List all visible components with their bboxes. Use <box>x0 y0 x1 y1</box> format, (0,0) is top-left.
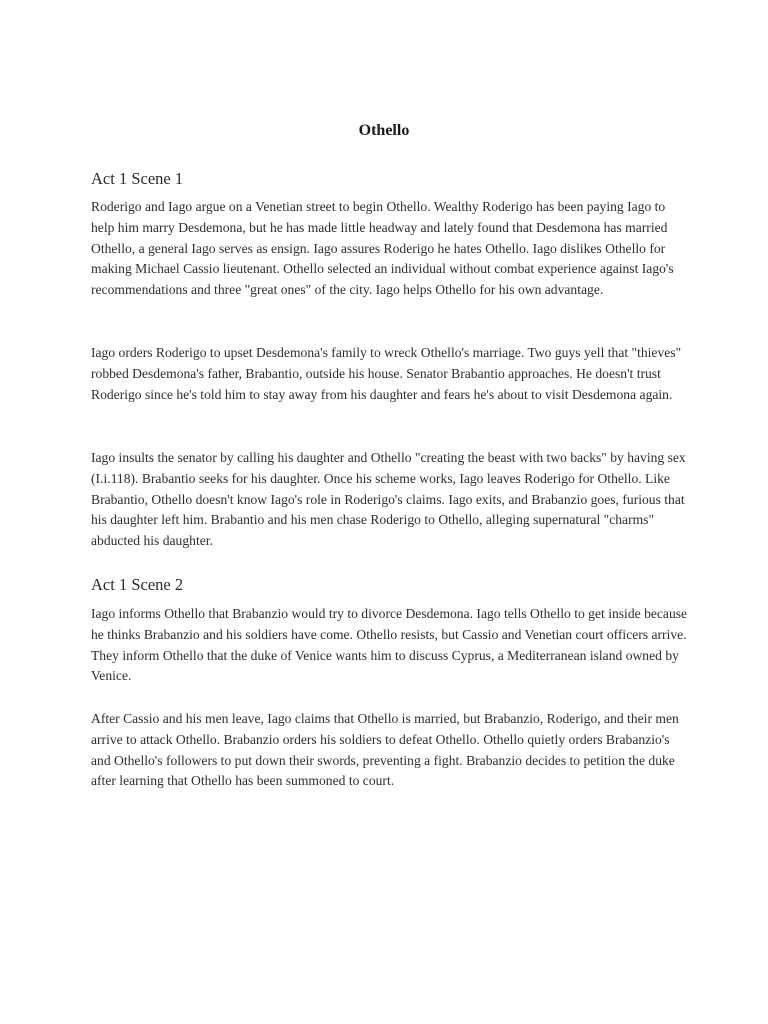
section-heading-act1-scene1: Act 1 Scene 1 <box>91 169 184 188</box>
paragraph: After Cassio and his men leave, Iago claims that Othello is married, but Brabanzio, Roderigo, and their men arrive to attack Othello. Brabanzio orders his soldiers to defeat Othello. Othello quietly orders Brabanzio's and Othello's followers to put down their swords, preventing a fight. Brabanzio decides to petition the duke after learning that Othello has been summoned to court. <box>91 711 679 789</box>
paragraph: Iago insults the senator by calling his daughter and Othello "creating the beast with two backs" by having sex (I.i.118). Brabantio seeks for his daughter. Once his scheme works, Iago leaves Roderigo for Othello. Like Brabantio, Othello doesn't know Iago's role in Roderigo's claims. Iago exits, and Brabanzio goes, furious that his daughter left him. Brabantio and his men chase Roderigo to Othello, alleging supernatural "charms" abducted his daughter. <box>91 450 686 549</box>
paragraph: Iago informs Othello that Brabanzio would try to divorce Desdemona. Iago tells Othello to get inside because he thinks Brabanzio and his soldiers have come. Othello resists, but Cassio and Venetian court officers arrive. They inform Othello that the duke of Venice wants him to discuss Cyprus, a Mediterranean island owned by Venice. <box>91 606 688 684</box>
paragraph: Iago orders Roderigo to upset Desdemona's family to wreck Othello's marriage. Two guys yell that "thieves" robbed Desdemona's father, Brabantio, outside his house. Senator Brabantio approaches. He doesn't trust Roderigo since he's told him to stay away from his daughter and fears he's about to visit Desdemona again. <box>91 345 682 402</box>
document-title: Othello <box>358 122 410 139</box>
paragraph: Roderigo and Iago argue on a Venetian street to begin Othello. Wealthy Roderigo has been paying Iago to help him marry Desdemona, but he has made little headway and lately found that Desdemona has married Othello, a general Iago serves as ensign. Iago assures Roderigo he hates Othello. Iago dislikes Othello for making Michael Cassio lieutenant. Othello selected an individual without combat experience against Iago's recommendations and three "great ones" of the city. Iago helps Othello for his own advantage. <box>91 199 674 298</box>
section-heading-act1-scene2: Act 1 Scene 2 <box>91 575 184 594</box>
